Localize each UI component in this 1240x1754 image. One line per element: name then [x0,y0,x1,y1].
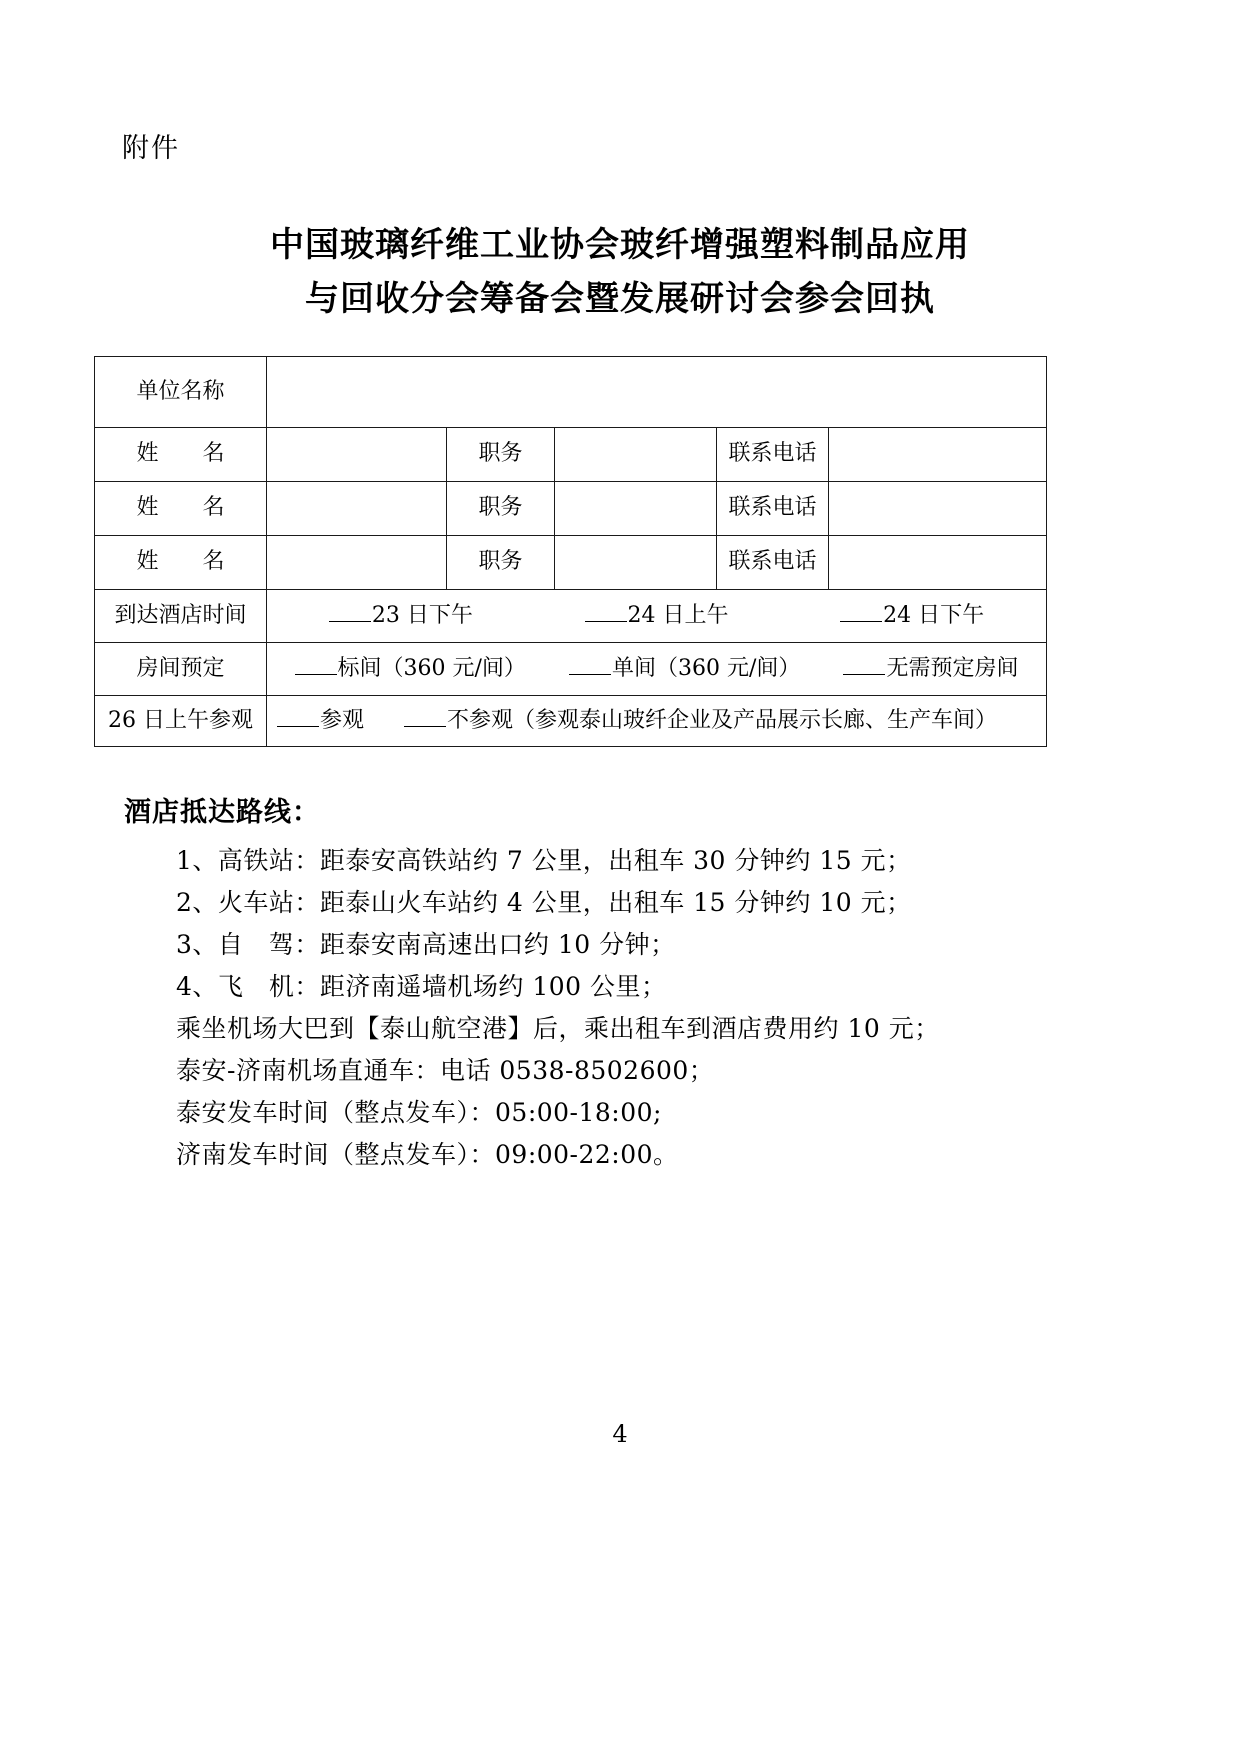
attachment-label: 附件 [122,133,180,164]
blank-line-icon[interactable] [585,604,627,622]
visit-option-no-label: 不参观（参观泰山玻纤企业及产品展示长廊、生产车间） [447,707,998,733]
route-item-4: 4、飞 机：距济南遥墙机场约 100 公里； [176,972,667,1001]
person-3-title-label: 职务 [447,536,555,590]
person-2-title-label: 职务 [447,482,555,536]
person-1-phone-input[interactable] [829,428,1047,482]
room-option-none[interactable] [843,654,1018,685]
route-item-6: 泰安-济南机场直通车：电话 0538-8502600； [176,1056,715,1085]
person-1-title-input[interactable] [555,428,717,482]
routes-list [176,840,1106,1176]
route-item-5: 乘坐机场大巴到【泰山航空港】后，乘出租车到酒店费用约 10 元； [176,1014,940,1043]
room-option-none-label: 无需预定房间 [886,655,1019,681]
room-booking-options [267,643,1047,696]
route-item-8: 济南发车时间（整点发车）：09:00-22:00。 [176,1140,679,1169]
arrival-option-1[interactable] [329,601,473,632]
blank-line-icon[interactable] [277,709,319,727]
person-3-title-input[interactable] [555,536,717,590]
page-number: 4 [612,1420,628,1448]
person-3-phone-input[interactable] [829,536,1047,590]
table-row-arrival-time [95,590,1047,643]
room-option-single[interactable] [569,654,800,685]
person-1-phone-label: 联系电话 [717,428,829,482]
unit-name-label: 单位名称 [95,357,267,428]
blank-line-icon[interactable] [295,657,337,675]
blank-line-icon[interactable] [329,604,371,622]
person-1-name-input[interactable] [267,428,447,482]
route-item-1: 1、高铁站：距泰安高铁站约 7 公里，出租车 30 分钟约 15 元； [176,846,912,875]
arrival-option-1-label: 23 日下午 [371,602,473,628]
page-title [95,218,1145,326]
table-row-room-booking [95,643,1047,696]
visit-option-no[interactable] [404,706,997,737]
table-row-unit [95,357,1047,428]
table-row-person-1 [95,428,1047,482]
arrival-option-3[interactable] [840,601,984,632]
arrival-time-label: 到达酒店时间 [95,590,267,643]
person-1-name-label: 姓 名 [95,428,267,482]
visit-options [267,696,1047,747]
route-item-7: 泰安发车时间（整点发车）：05:00-18:00; [176,1098,662,1127]
table-row-person-2 [95,482,1047,536]
person-2-title-input[interactable] [555,482,717,536]
room-option-single-label: 单间（360 元/间） [612,655,801,681]
person-2-phone-input[interactable] [829,482,1047,536]
arrival-option-2[interactable] [585,601,729,632]
person-3-name-label: 姓 名 [95,536,267,590]
person-2-phone-label: 联系电话 [717,482,829,536]
title-line-2: 与回收分会筹备会暨发展研讨会参会回执 [305,279,935,319]
visit-label: 26 日上午参观 [95,696,267,747]
room-option-standard-label: 标间（360 元/间） [337,655,526,681]
unit-name-input[interactable] [267,357,1047,428]
arrival-option-2-label: 24 日上午 [627,602,729,628]
person-2-name-label: 姓 名 [95,482,267,536]
blank-line-icon[interactable] [569,657,611,675]
room-booking-label: 房间预定 [95,643,267,696]
registration-form-table [94,356,1047,747]
table-row-person-3 [95,536,1047,590]
person-1-title-label: 职务 [447,428,555,482]
person-2-name-input[interactable] [267,482,447,536]
title-line-1: 中国玻璃纤维工业协会玻纤增强塑料制品应用 [270,225,970,265]
routes-heading: 酒店抵达路线： [124,797,320,828]
blank-line-icon[interactable] [843,657,885,675]
person-3-phone-label: 联系电话 [717,536,829,590]
visit-option-yes[interactable] [277,706,364,737]
table-row-visit [95,696,1047,747]
room-option-standard[interactable] [295,654,526,685]
arrival-option-3-label: 24 日下午 [883,602,985,628]
blank-line-icon[interactable] [840,604,882,622]
blank-line-icon[interactable] [404,709,446,727]
route-item-2: 2、火车站：距泰山火车站约 4 公里，出租车 15 分钟约 10 元； [176,888,912,917]
visit-option-yes-label: 参观 [320,707,365,733]
person-3-name-input[interactable] [267,536,447,590]
route-item-3: 3、自 驾：距泰安南高速出口约 10 分钟； [176,930,676,959]
arrival-time-options [267,590,1047,643]
